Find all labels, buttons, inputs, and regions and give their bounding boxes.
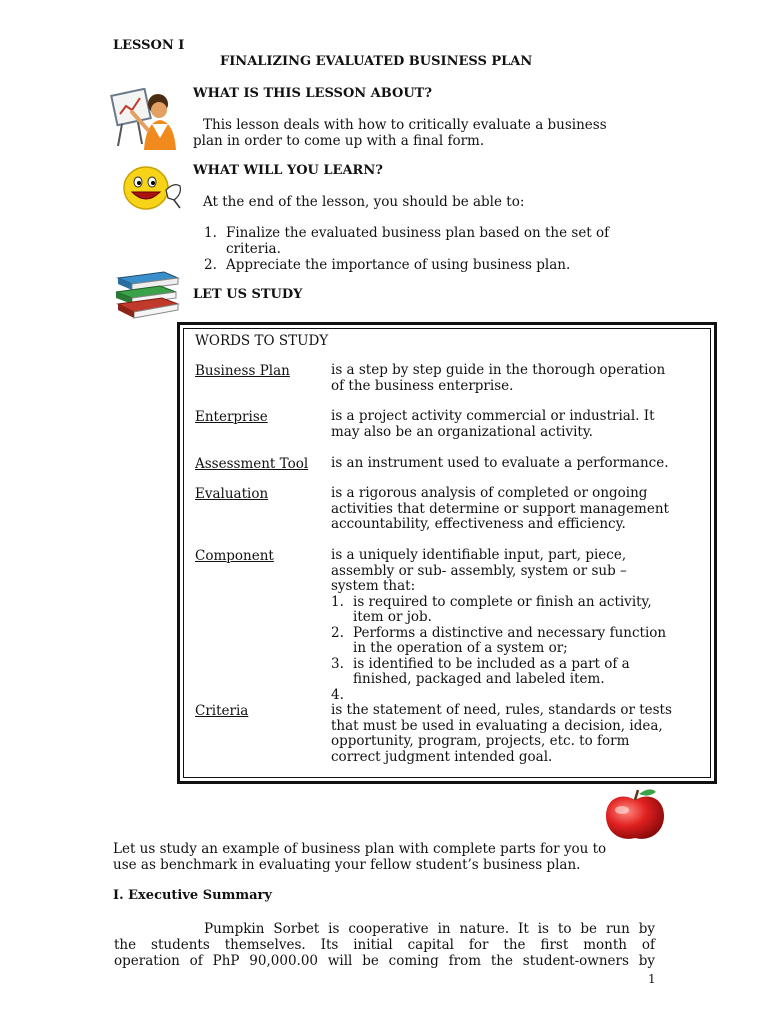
about-line: This lesson deals with how to critically evaluate a business <box>203 117 607 133</box>
text-line: operation of PhP 90,000.00 will be coming from the student-owners by <box>114 953 655 969</box>
term-business-plan: Business Plan <box>195 363 290 379</box>
def-line: assembly or sub- assembly, system or sub – <box>331 562 627 579</box>
smiley-icon <box>122 164 184 212</box>
term-component: Component <box>195 548 274 564</box>
list-item <box>331 626 666 657</box>
list-line: Finalize the evaluated business plan based on the set of <box>226 225 610 241</box>
list-item <box>204 225 664 257</box>
list-line: Appreciate the importance of using business plan. <box>226 257 571 273</box>
text-line: use as benchmark in evaluating your fellow student’s business plan. <box>113 857 581 873</box>
def-line: correct judgment intended goal. <box>331 748 553 765</box>
page-number: 1 <box>648 972 656 986</box>
example-text <box>113 841 673 873</box>
def-line: is a step by step guide in the thorough operation <box>331 362 666 378</box>
list-line: Performs a distinctive and necessary function <box>353 624 667 641</box>
def-line: opportunity, program, projects, etc. to form <box>331 733 630 749</box>
list-item <box>331 688 666 704</box>
objectives-list <box>204 225 664 273</box>
learn-heading: WHAT WILL YOU LEARN? <box>193 163 383 178</box>
list-number: 4. <box>331 686 344 703</box>
def-line: accountability, effectiveness and efficiency. <box>331 516 626 532</box>
list-item <box>331 657 666 688</box>
learn-intro: At the end of the lesson, you should be able to: <box>203 194 525 210</box>
list-line: is required to complete or finish an activity, <box>353 593 652 610</box>
list-line: criteria. <box>226 241 281 257</box>
page-title: FINALIZING EVALUATED BUSINESS PLAN <box>220 54 533 69</box>
def-line: is a project activity commercial or industrial. It <box>331 408 655 424</box>
exec-summary-text <box>114 921 655 969</box>
list-line: is identified to be included as a part of a <box>353 655 630 672</box>
about-heading: WHAT IS THIS LESSON ABOUT? <box>193 86 432 101</box>
list-number: 2. <box>204 257 217 273</box>
def-assessment-tool <box>331 456 669 472</box>
list-number: 3. <box>331 655 344 672</box>
def-criteria <box>331 703 672 765</box>
def-line: of the business enterprise. <box>331 377 514 394</box>
component-list <box>331 595 666 704</box>
list-number: 1. <box>331 593 344 610</box>
about-text <box>193 117 663 149</box>
list-number: 1. <box>204 225 217 241</box>
def-business-plan <box>331 363 665 394</box>
books-icon <box>112 268 184 320</box>
term-criteria: Criteria <box>195 703 249 719</box>
exec-summary-heading: I. Executive Summary <box>113 888 272 903</box>
study-heading: LET US STUDY <box>193 287 303 302</box>
about-line: plan in order to come up with a final form. <box>193 133 485 149</box>
def-component <box>331 548 666 703</box>
list-number: 2. <box>331 624 344 641</box>
list-item <box>204 257 664 273</box>
list-line: finished, packaged and labeled item. <box>353 671 605 687</box>
def-enterprise <box>331 409 655 440</box>
lesson-label: LESSON I <box>113 38 185 53</box>
def-line: is the statement of need, rules, standards or tests <box>331 702 672 718</box>
def-evaluation <box>331 486 669 533</box>
term-enterprise: Enterprise <box>195 409 268 425</box>
def-line: is a rigorous analysis of completed or ongoing <box>331 485 648 501</box>
apple-icon <box>602 786 668 844</box>
def-line: is a uniquely identifiable input, part, piece, <box>331 547 627 563</box>
text-line: Pumpkin Sorbet is cooperative in nature. It is to be run by <box>204 921 655 937</box>
def-line: that must be used in evaluating a decision, idea, <box>331 717 663 734</box>
def-line: may also be an organizational activity. <box>331 423 593 440</box>
def-line: is an instrument used to evaluate a performance. <box>331 455 669 471</box>
term-evaluation: Evaluation <box>195 486 269 502</box>
list-line: item or job. <box>353 609 432 625</box>
text-line: the students themselves. Its initial capital for the first month of <box>114 937 655 953</box>
teacher-icon <box>108 88 180 154</box>
def-line: activities that determine or support management <box>331 500 669 517</box>
list-line: in the operation of a system or; <box>353 640 568 656</box>
box-title: WORDS TO STUDY <box>195 333 329 349</box>
text-line: Let us study an example of business plan with complete parts for you to <box>113 841 607 857</box>
def-line: system that: <box>331 578 416 594</box>
list-item <box>331 595 666 626</box>
term-assessment-tool: Assessment Tool <box>195 456 309 472</box>
